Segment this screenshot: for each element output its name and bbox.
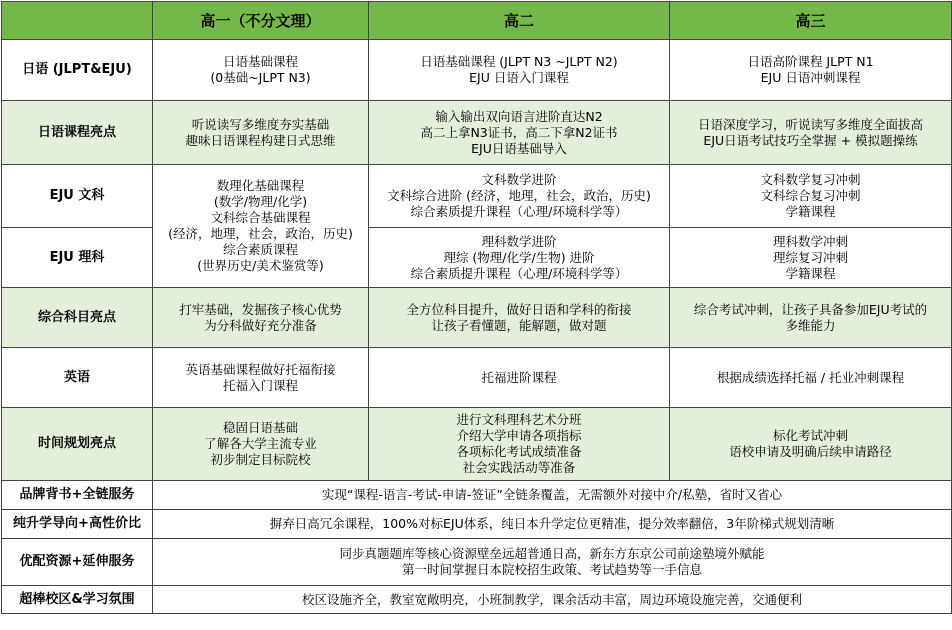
row-header: 纯升学导向+高性价比 — [2, 510, 153, 539]
cell-line: (经济，地理，社会，政治，历史) — [168, 226, 353, 241]
cell-line: 高二上拿N3证书，高二下拿N2证书 — [420, 124, 618, 140]
row-header: 综合科目亮点 — [2, 288, 153, 348]
row-japanese-highlights — [2, 101, 952, 165]
cell-line: 初步制定目标院校 — [210, 452, 311, 467]
cell-line: (数学/物理/化学) — [213, 194, 308, 209]
row-header: 超棒校区&学习氛围 — [2, 586, 153, 614]
cell-eju-grade1-shared — [153, 165, 369, 288]
cell-line: (世界历史/美术鉴赏等) — [197, 258, 324, 273]
row-resources — [2, 539, 952, 586]
cell-line: 介绍大学申请各项指标 — [456, 428, 582, 443]
cell-grade2 — [369, 40, 670, 101]
cell-line: 日语基础课程 — [222, 54, 298, 69]
cell-grade2 — [369, 228, 670, 288]
cell-line: 打牢基础，发掘孩子核心优势 — [179, 301, 342, 317]
row-header: EJU 理科 — [2, 228, 153, 288]
cell-line: (0基础~JLPT N3) — [210, 70, 311, 85]
row-brand-service — [2, 481, 952, 510]
cell-line: 稳固日语基础 — [222, 420, 298, 435]
cell-line: EJU 日语入门课程 — [469, 70, 569, 85]
cell-line: 日语深度学习，听说读写多维度全面拔高 — [697, 116, 923, 132]
cell-line: 社会实践活动等准备 — [462, 460, 576, 475]
cell-grade3 — [670, 165, 952, 228]
cell-line: 数理化基础课程 — [216, 178, 305, 193]
cell-line: 文科综合进阶 (经济，地理，社会，政治，历史) — [387, 188, 651, 203]
column-header-grade2: 高二 — [369, 2, 670, 40]
row-japanese — [2, 40, 952, 101]
row-planning-highlights — [2, 408, 952, 481]
cell-line: 综合素质提升课程（心理/环境科学等） — [410, 204, 628, 219]
cell-grade2 — [369, 348, 670, 408]
row-header: 优配资源+延伸服务 — [2, 539, 153, 586]
cell-line: 校区设施齐全，教室宽敞明亮，小班制教学，课余活动丰富，周边环境设施完善，交通便利 — [301, 591, 802, 607]
cell-line: 英语基础课程做好托福衔接 — [185, 361, 336, 377]
cell-line: 进行文科理科艺术分班 — [456, 412, 582, 427]
cell-line: 文科综合复习冲刺 — [760, 188, 861, 203]
cell-merged — [153, 539, 952, 586]
cell-line: 了解各大学主流专业 — [204, 436, 317, 451]
cell-line: EJU日语基础导入 — [471, 140, 567, 156]
cell-line: 托福进阶课程 — [481, 369, 557, 385]
cell-line: 让孩子看懂题，能解题，做对题 — [431, 317, 607, 333]
cell-line: 同步真题题库等核心资源壁垒远超普通日高，新东方东京公司前途塾境外赋能 — [339, 546, 765, 561]
cell-line: 理科数学冲刺 — [772, 233, 848, 249]
cell-line: 学籍课程 — [785, 204, 836, 219]
cell-line: 综合素质课程 — [222, 242, 298, 257]
cell-line: 文科数学复习冲刺 — [760, 172, 861, 187]
cell-line: 语校申请及明确后续申请路径 — [729, 444, 892, 459]
cell-merged — [153, 481, 952, 510]
cell-grade3 — [670, 408, 952, 481]
row-eju-arts — [2, 165, 952, 228]
cell-merged — [153, 586, 952, 614]
cell-grade2 — [369, 165, 670, 228]
row-campus — [2, 586, 952, 614]
column-header-grade1: 高一（不分文理） — [153, 2, 369, 40]
row-english — [2, 348, 952, 408]
cell-line: 第一时间掌握日本院校招生政策、考试趋势等一手信息 — [401, 562, 702, 577]
cell-grade2 — [369, 101, 670, 165]
cell-grade1 — [153, 348, 369, 408]
row-header: 品牌背书+全链服务 — [2, 481, 153, 510]
row-header: EJU 文科 — [2, 165, 153, 228]
cell-line: 综合考试冲刺，让孩子具备参加EJU考试的 — [693, 301, 928, 317]
cell-grade3 — [670, 348, 952, 408]
cell-grade1 — [153, 40, 369, 101]
cell-line: 多维能力 — [785, 317, 836, 333]
row-header: 时间规划亮点 — [2, 408, 153, 481]
corner-cell — [2, 2, 153, 40]
cell-line: 文科综合基础课程 — [210, 210, 311, 225]
cell-line: 全方位科目提升，做好日语和学科的衔接 — [406, 301, 632, 317]
row-eju-science — [2, 228, 952, 288]
cell-grade3 — [670, 40, 952, 101]
row-header: 日语课程亮点 — [2, 101, 153, 165]
curriculum-table — [1, 1, 952, 614]
row-header: 英语 — [2, 348, 153, 408]
cell-line: 理科数学进阶 — [481, 233, 557, 249]
column-header-grade3: 高三 — [670, 2, 952, 40]
cell-line: 实现“课程-语言-考试-申请-签证”全链条覆盖，无需额外对接中介/私塾，省时又省心 — [321, 487, 783, 502]
cell-line: EJU 日语冲刺课程 — [760, 70, 861, 85]
cell-line: 趣味日语课程构建日式思维 — [185, 132, 336, 148]
cell-grade1 — [153, 101, 369, 165]
cell-grade3 — [670, 228, 952, 288]
cell-grade2 — [369, 288, 670, 348]
cell-line: 输入输出双向语言进阶直达N2 — [435, 108, 603, 124]
cell-line: 听说读写多维度夯实基础 — [191, 116, 330, 132]
cell-grade1 — [153, 288, 369, 348]
cell-line: 标化考试冲刺 — [772, 428, 848, 443]
cell-grade3 — [670, 101, 952, 165]
cell-line: 理综复习冲刺 — [772, 249, 848, 265]
cell-line: 学籍课程 — [785, 265, 836, 281]
cell-line: 日语基础课程 (JLPT N3 ~JLPT N2) — [420, 54, 618, 69]
cell-line: 为分科做好充分准备 — [204, 317, 317, 333]
header-row — [2, 2, 952, 40]
row-value — [2, 510, 952, 539]
cell-grade2 — [369, 408, 670, 481]
cell-line: 根据成绩选择托福 / 托业冲刺课程 — [716, 369, 905, 385]
row-subject-highlights — [2, 288, 952, 348]
cell-line: 日语高阶课程 JLPT N1 — [747, 54, 874, 69]
cell-line: 综合素质提升课程（心理/环境科学等） — [410, 265, 628, 281]
cell-line: 托福入门课程 — [222, 377, 298, 393]
cell-line: EJU日语考试技巧全掌握 + 模拟题操练 — [703, 132, 918, 148]
cell-line: 摒弃日高冗余课程，100%对标EJU体系，纯日本升学定位更精准，提分效率翻倍，3年阶梯式规划清晰 — [269, 516, 835, 531]
cell-line: 理综 (物理/化学/生物) 进阶 — [443, 249, 595, 265]
cell-grade3 — [670, 288, 952, 348]
cell-line: 文科数学进阶 — [481, 172, 557, 187]
cell-merged — [153, 510, 952, 539]
cell-grade1 — [153, 408, 369, 481]
row-header: 日语 (JLPT&EJU) — [2, 40, 153, 101]
cell-line: 各项标化考试成绩准备 — [456, 444, 582, 459]
